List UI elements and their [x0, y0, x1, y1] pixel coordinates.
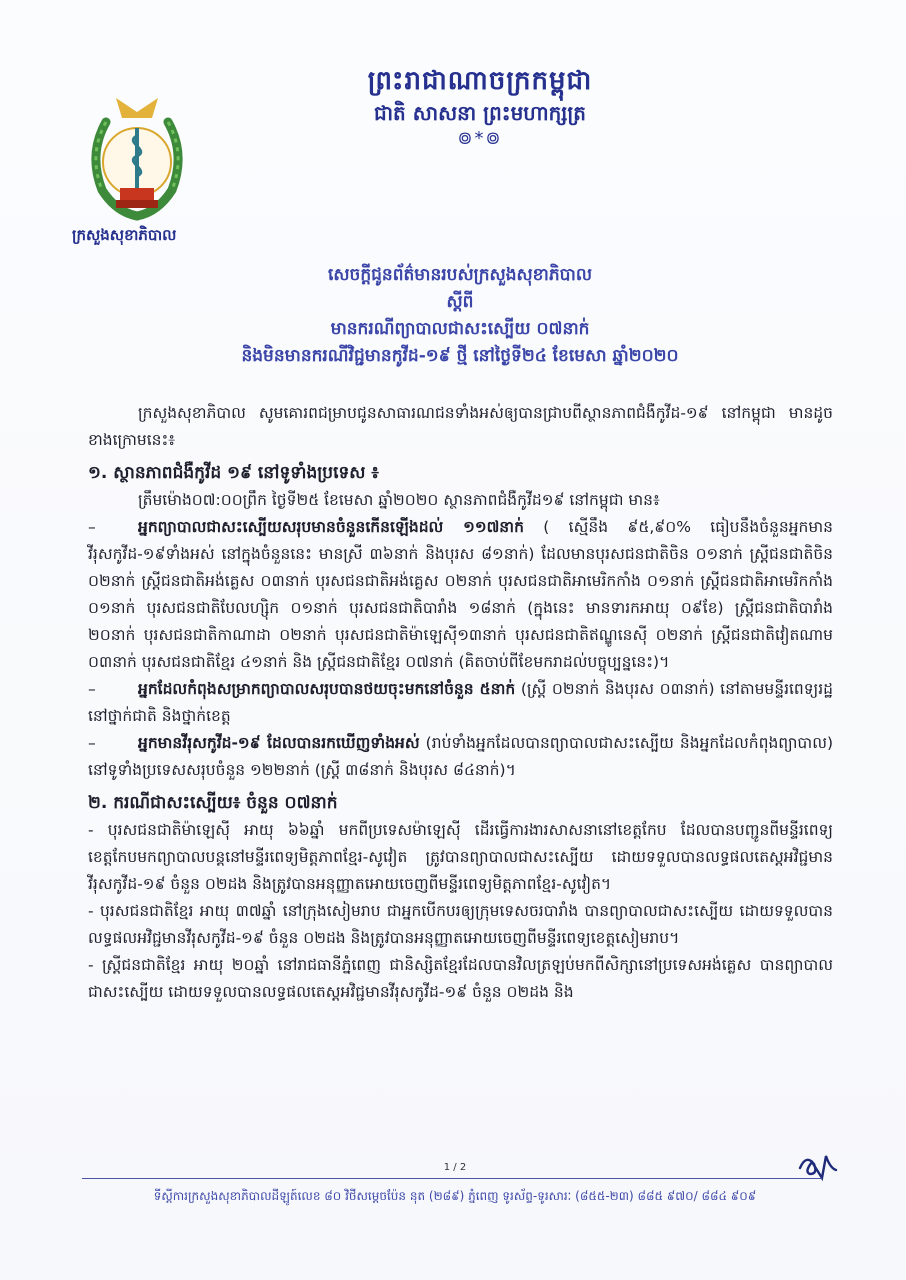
intro-paragraph: ក្រសួងសុខាភិបាល សូមគោរពជម្រាបជូនសាធារណជនទាំងអស់ឲ្យបានជ្រាបពីស្ថានភាពជំងឺកូវីដ-១៩ នៅកម្ពុជា មានដូចខាងក្រោមនេះ៖ — [88, 404, 833, 449]
recovery-case-2: - បុរសជនជាតិខ្មែរ អាយុ ៣៧ឆ្នាំ នៅក្រុងសៀមរាប ជាអ្នកបើកបរឲ្យក្រុមទេសចរបារាំង បានព្យាបាលជាសះស្បើយ ដោយទទួលបានលទ្ធផលអវិជ្ជមានវីរុសកូវីដ-១៩ ចំនួន ០២ដង និងត្រូវបានអនុញ្ញាតអោយចេញពីមន្ទីរពេទ្យខេត្តសៀមរាប។ — [88, 902, 833, 947]
title-line-3: មានករណីព្យាបាលជាសះស្បើយ ០៧នាក់ — [330, 319, 590, 339]
footer-address: ទីស្តីការក្រសួងសុខាភិបាលដីឡូត៍លេខ ៨០ វិថីសម្ដេចប៉ែន នុត (២៨៩) ភ្នំពេញ ទូរស័ព្ទ-ទូរសារៈ (៨៥៥-២៣) ៨៨៥ ៩៧០/ ៨៨៤ ៩០៩ — [153, 1189, 757, 1203]
document-body — [88, 400, 833, 1006]
bullet-total-cases-bold: អ្នកមានវីរុសកូវីដ-១៩ ដែលបានរកឃើញទាំងអស់ — [138, 734, 420, 752]
title-line-1: សេចក្តីជូនព័ត៌មានរបស់ក្រសួងសុខាភិបាល — [327, 265, 593, 285]
bullet-in-treatment — [88, 676, 833, 730]
kingdom-header — [250, 64, 710, 150]
kingdom-name: ព្រះរាជាណាចក្រកម្ពុជា — [367, 66, 593, 96]
bullet-total-cases — [88, 730, 833, 784]
title-line-2: ស្តីពី — [446, 292, 474, 312]
ornament: ៙*៙ — [457, 128, 503, 149]
title-line-4: និងមិនមានករណីវិជ្ជមានកូវីដ-១៩ ថ្មី នៅថ្ងៃទី២៤ ខែមេសា ឆ្នាំ២០២០ — [241, 346, 679, 366]
ministry-name: ក្រសួងសុខាភិបាល — [72, 226, 177, 244]
bullet-dash: – — [88, 680, 96, 698]
bullet-dash: – — [88, 518, 96, 536]
bullet-recovered — [88, 514, 833, 676]
recovery-case-1: - បុរសជនជាតិម៉ាឡេស៊ី អាយុ ៦៦ឆ្នាំ មកពីប្រទេសម៉ាឡេស៊ី ដើរធ្វើការងារសាសនានៅខេត្តកែប ដែលបានបញ្ជូនពីមន្ទីរពេទ្យខេត្តកែបមកព្យាបាលបន្តនៅមន្ទីរពេទ្យមិត្តភាពខ្មែរ-សូវៀត ត្រូវបានព្យាបាលជាសះស្បើយ ដោយទទួលបានលទ្ធផលតេស្តអវិជ្ជមានវីរុសកូវីដ-១៩ ចំនួន ០២ដង និងត្រូវបានអនុញ្ញាតអោយចេញពីមន្ទីរពេទ្យមិត្តភាពខ្មែរ-សូវៀត។ — [88, 821, 833, 893]
bullet-total-cases-text: (រាប់ទាំងអ្នកដែលបានព្យាបាលជាសះស្បើយ និងអ្នកដែលកំពុងព្យាបាល) នៅទូទាំងប្រទេសសរុបចំនួន ១២២នាក់ (ស្ត្រី ៣៨នាក់ និងបុរស ៨៤នាក់)។ — [88, 734, 833, 779]
bullet-in-treatment-text: (ស្ត្រី ០២នាក់ និងបុរស ០៣នាក់) នៅតាមមន្ទីរពេទ្យរដ្ឋនៅថ្នាក់ជាតិ និងថ្នាក់ខេត្ត — [88, 680, 833, 725]
bullet-recovered-text: ( ស្មើនឹង ៩៥,៩០% ធៀបនឹងចំនួនអ្នកមានវីរុសកូវីដ-១៩ទាំងអស់ នៅក្នុងចំនួននេះ មានស្រី ៣៦នាក់ និងបុរស ៨១នាក់) ដែលមានបុរសជនជាតិចិន ០១នាក់ ស្ត្រីជនជាតិចិន ០២នាក់ ស្ត្រីជនជាតិអង់គ្លេស ០៣នាក់ បុរសជនជាតិអង់គ្លេស ០២នាក់ បុរសជនជាតិអាមេរិកកាំង ០១នាក់ ស្ត្រីជនជាតិអាមេរិកកាំង ០១នាក់ បុរសជនជាតិបែលហ្ស៊ិក ០១នាក់ បុរសជនជាតិបារាំង ១៨នាក់ (ក្នុងនេះ មានទារកអាយុ ០៩ខែ) ស្ត្រីជនជាតិបារាំង ២០នាក់ បុរសជនជាតិកាណាដា ០២នាក់ បុរសជនជាតិម៉ាឡេស៊ី១៣នាក់ បុរសជនជាតិឥណ្ឌូនេស៊ី ០២នាក់ ស្ត្រីជនជាតិវៀតណាម ០៣នាក់ បុរសជនជាតិខ្មែរ ៤១នាក់ និង ស្ត្រីជនជាតិខ្មែរ ០៧នាក់ (គិតចាប់ពីខែមករាដល់បច្ចុប្បន្ននេះ)។ — [88, 518, 833, 671]
section-2-title: ២. ករណីជាសះស្បើយ៖ ចំនួន ០៧នាក់ — [88, 793, 338, 813]
announcement-title — [120, 262, 800, 370]
footer-divider — [82, 1178, 822, 1179]
section-1-lead: ត្រឹមម៉ោង០៧:០០ព្រឹក ថ្ងៃទី២៥ ខែមេសា ឆ្នាំ២០២០ ស្ថានភាពជំងឺកូវីដ១៩ នៅកម្ពុជា មាន៖ — [138, 491, 660, 509]
national-motto: ជាតិ សាសនា ព្រះមហាក្សត្រ — [374, 101, 586, 125]
bullet-dash: – — [88, 734, 96, 752]
section-1-title: ១. ស្ថានភាពជំងឺកូវីដ ១៩ នៅទូទាំងប្រទេស ៖ — [88, 463, 379, 483]
page-number: 1 / 2 — [443, 1162, 467, 1173]
bullet-recovered-bold: អ្នកព្យាបាលជាសះស្បើយសរុបមានចំនួនកើនឡើងដល់ ១១៧នាក់ — [138, 518, 524, 536]
ministry-logo-icon — [82, 92, 192, 224]
recovery-case-3: - ស្ត្រីជនជាតិខ្មែរ អាយុ ២០ឆ្នាំ នៅរាជធានីភ្នំពេញ ជានិស្សិតខ្មែរដែលបានវិលត្រឡប់មកពីសិក្សានៅប្រទេសអង់គ្លេស បានព្យាបាលជាសះស្បើយ ដោយទទួលបានលទ្ធផលតេស្តអវិជ្ជមានវីរុសកូវីដ-១៩ ចំនួន ០២ដង និង — [88, 956, 833, 1001]
bullet-in-treatment-bold: អ្នកដែលកំពុងសម្រាកព្យាបាលសរុបបានថយចុះមកនៅចំនួន ៥នាក់ — [138, 680, 516, 698]
